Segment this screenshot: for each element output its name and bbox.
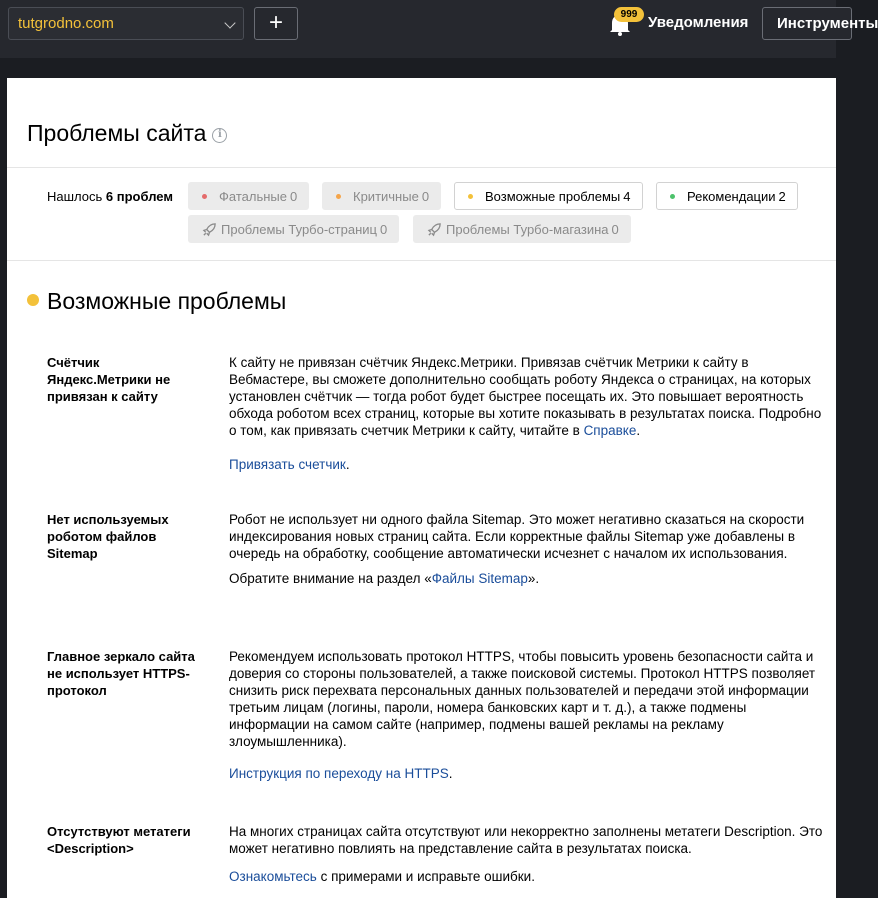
filter-fatal[interactable] (188, 182, 309, 210)
filter-turbo-shop[interactable] (413, 215, 631, 243)
issue-text (229, 354, 829, 439)
section-title: Возможные проблемы (47, 288, 287, 314)
add-site-button[interactable]: + (254, 7, 298, 40)
https-guide-link[interactable]: Инструкция по переходу на HTTPS (229, 766, 449, 781)
issue-action (229, 765, 829, 782)
issue-action (229, 456, 829, 473)
link-counter-link[interactable]: Привязать счетчик (229, 457, 346, 472)
issue-title: Главное зеркало сайта не использует HTTPS-протокол (47, 649, 195, 698)
issue-title: Отсутствуют метатеги <Description> (47, 824, 191, 856)
filter-recommendations[interactable] (656, 182, 798, 210)
chevron-down-icon (224, 17, 235, 28)
yellow-dot-icon (27, 294, 39, 306)
site-selector-value: tutgrodno.com (18, 15, 114, 32)
filter-count: 4 (623, 189, 631, 204)
filter-possible[interactable] (454, 182, 643, 210)
issue-action-end: с примерами и исправьте ошибки. (316, 869, 535, 884)
issue-text: На многих страницах сайта отсутствуют или некорректно заполнены метатеги Description. Это может негативно повлиять на представление сайта в результатах поиска. (229, 824, 823, 856)
issue-text-content: К сайту не привязан счётчик Яндекс.Метрики. Привязав счётчик Метрики к сайту в Вебмастере, вы сможете дополнительно сообщать роботу Яндекса о страницах, на которых установлен счётчик — тогда робот будет быстрее посещать их. Это повышает вероятность обхода роботом всех страниц, которые вы хотите показывать в результатах поиска. Подробно о том, как привязать счетчик Метрики к сайту, читайте в (229, 355, 822, 438)
green-dot-icon (670, 194, 675, 199)
found-prefix: Нашлось (47, 189, 103, 204)
filter-label: Проблемы Турбо-магазина (446, 222, 609, 237)
filter-count: 0 (611, 222, 619, 237)
rocket-icon (427, 222, 442, 237)
issue-action (229, 868, 829, 885)
filter-label: Критичные (353, 189, 419, 204)
filter-count: 2 (778, 189, 786, 204)
note-end: ». (527, 571, 540, 586)
notifications-badge: 999 (614, 7, 644, 22)
sitemap-files-link[interactable]: Файлы Sitemap (431, 571, 528, 586)
filter-label: Фатальные (219, 189, 287, 204)
found-count: 6 проблем (105, 189, 173, 204)
filter-count: 0 (421, 189, 430, 204)
issue-text: Рекомендуем использовать протокол HTTPS, чтобы повысить уровень безопасности сайта и доверия со стороны пользователей, а также поисковой системы. Протокол HTTPS позволяет снизить риск перехвата персональных данных пользователей и передачи этой информации третьим лицам (логины, пароли, номера банковских карт и т. д.), а также подмены информации на самом сайте (например, подмены вашей рекламы на рекламу злоумышленника). (229, 649, 816, 749)
page-title-text: Проблемы сайта (27, 120, 207, 146)
red-dot-icon (202, 194, 207, 199)
orange-dot-icon (336, 194, 341, 199)
issue-action-end: . (345, 457, 350, 472)
divider (7, 167, 836, 168)
examples-link[interactable]: Ознакомьтесь (229, 869, 317, 884)
yellow-dot-icon (468, 194, 473, 199)
filter-turbo-pages[interactable] (188, 215, 399, 243)
page-title (27, 120, 227, 147)
top-bar (0, 0, 878, 58)
notifications-link[interactable]: Уведомления (648, 14, 749, 31)
found-summary (47, 189, 173, 204)
issue-body (229, 511, 829, 587)
divider (7, 260, 836, 261)
main-panel (7, 78, 836, 898)
issue-note (229, 570, 829, 587)
info-icon[interactable]: i (212, 128, 227, 143)
issue-title: Счётчик Яндекс.Метрики не привязан к сайту (47, 355, 171, 404)
issue-text: Робот не использует ни одного файла Sitemap. Это может негативно сказаться на скорости индексирования новых страниц сайта. Если корректные файлы Sitemap уже добавлены в очередь на обработку, сообщение автоматически исчезнет с началом их использования. (229, 512, 805, 561)
filter-critical[interactable] (322, 182, 441, 210)
filter-label: Рекомендации (687, 189, 776, 204)
rocket-icon (202, 222, 217, 237)
issue-body (229, 648, 829, 782)
help-link[interactable]: Справке (583, 423, 637, 438)
tools-button[interactable]: Инструменты (762, 7, 852, 40)
issue-title: Нет используемых роботом файлов Sitemap (47, 512, 169, 561)
filter-count: 0 (289, 189, 298, 204)
filter-count: 0 (379, 222, 388, 237)
note-prefix: Обратите внимание на раздел « (229, 571, 432, 586)
issue-body (229, 823, 829, 885)
filter-label: Возможные проблемы (485, 189, 621, 204)
issue-action-end: . (448, 766, 453, 781)
issue-text-end: . (636, 423, 641, 438)
site-selector[interactable] (8, 7, 244, 40)
issue-body (229, 354, 829, 473)
filter-label: Проблемы Турбо-страниц (221, 222, 377, 237)
